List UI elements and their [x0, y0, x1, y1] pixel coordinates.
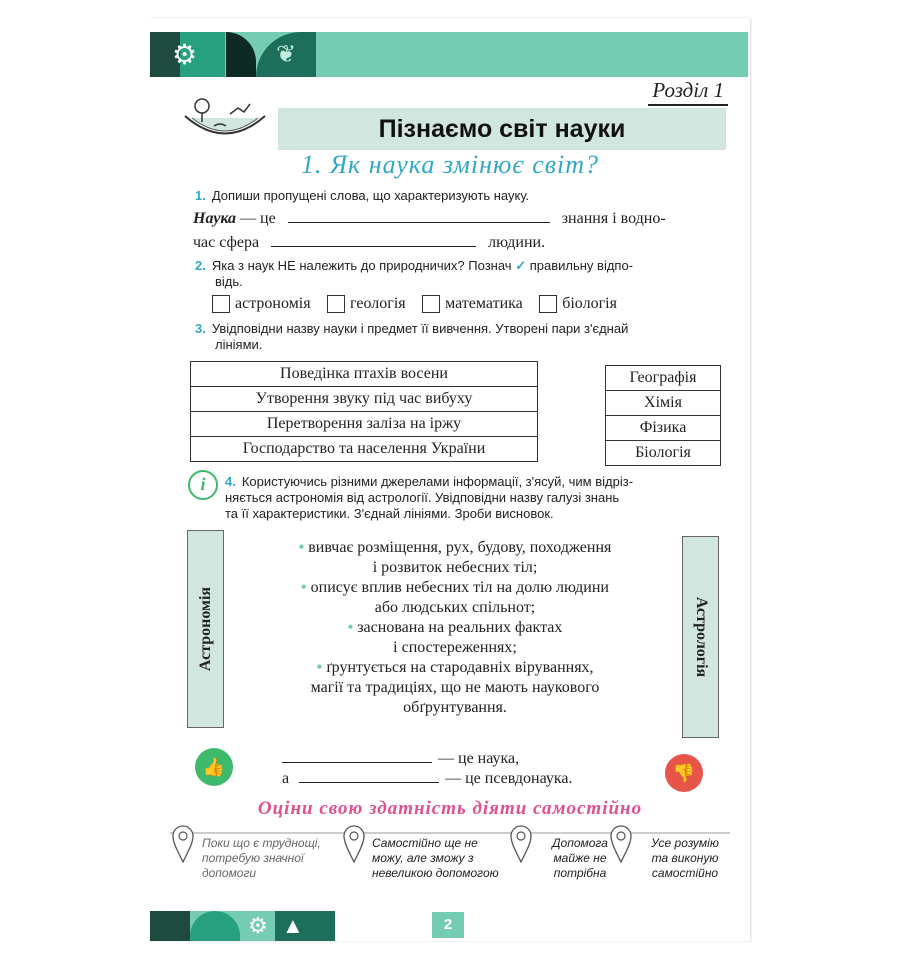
task4-instruction: 4. Користуючись різними джерелами інформації, з'ясуй, чим відріз- няється астрономія від астрології. Увідповідни назву галузі знань та її характеристики. З'єднай лініями. Зроби висновок.: [225, 474, 634, 521]
checkmark-icon: ✓: [515, 258, 527, 273]
workbook-page: [150, 18, 750, 941]
characteristic-item[interactable]: • описує вплив небесних тіл на долю людини або людських спільнот;: [301, 579, 609, 616]
option-geology: геологія: [327, 295, 406, 313]
science-item[interactable]: Хімія: [606, 391, 721, 416]
characteristic-item[interactable]: • ґрунтується на стародавніх віруваннях, магії та традиціях, що не мають наукового обґрунтування.: [310, 659, 600, 716]
section-label: Розділ 1: [648, 78, 728, 106]
thumbs-up-icon: 👍: [195, 748, 233, 786]
top-decorative-band: [150, 32, 748, 77]
task1-blank-1[interactable]: [288, 208, 550, 223]
astronomy-label: Астрономія: [196, 586, 214, 672]
assessment-level-3: Допомога майже не потрібна: [552, 836, 608, 880]
task2-instruction: 2. Яка з наук НЕ належить до природничих? Познач ✓ правильну відпо- відь.: [195, 258, 634, 289]
option-biology: біологія: [539, 295, 617, 313]
assessment-level-1: Поки що є труднощі, потребую значної допомоги: [202, 836, 321, 880]
checkbox-biology[interactable]: [539, 295, 557, 313]
science-item[interactable]: Фізика: [606, 416, 721, 441]
page-title: Пізнаємо світ науки: [378, 115, 626, 143]
task1-blank-2[interactable]: [271, 232, 476, 247]
subjects-table: [190, 361, 538, 462]
sciences-table: [605, 365, 721, 466]
info-icon: i: [188, 470, 218, 500]
location-pin-icon[interactable]: [510, 824, 532, 864]
astrology-label: Астрологія: [692, 596, 710, 678]
task3-instruction: 3. Увідповідни назву науки і предмет її вивчення. Утворені пари з'єднай лініями.: [195, 321, 629, 352]
science-item[interactable]: Біологія: [606, 441, 721, 466]
task1-line1: Наука — це знання і водно-: [193, 210, 666, 227]
location-pin-icon[interactable]: [610, 824, 632, 864]
gear-icon: ⚙: [172, 39, 198, 70]
location-pin-icon[interactable]: [343, 824, 365, 864]
option-mathematics: математика: [422, 295, 523, 313]
science-item[interactable]: Географія: [606, 366, 721, 391]
assessment-level-2: Самостійно ще не можу, але зможу з невеликою допомогою: [372, 836, 499, 880]
location-pin-icon[interactable]: [172, 824, 194, 864]
checkbox-astronomy[interactable]: [212, 295, 230, 313]
subject-item[interactable]: Поведінка птахів восени: [191, 362, 538, 387]
assessment-level-4: Усе розумію та виконую самостійно: [651, 836, 719, 880]
leaf-icon: ❦: [276, 41, 297, 68]
task1-word: Наука: [193, 210, 237, 227]
characteristic-item[interactable]: • вивчає розміщення, рух, будову, походження і розвиток небесних тіл;: [298, 539, 612, 576]
task2-options: [212, 295, 742, 313]
conclusion-line2: а — це псевдонаука.: [282, 770, 573, 787]
checkbox-geology[interactable]: [327, 295, 345, 313]
option-astronomy: астрономія: [212, 295, 311, 313]
astrology-label-box[interactable]: [682, 536, 719, 738]
characteristics-list: [235, 538, 675, 718]
conclusion-blank-1[interactable]: [282, 748, 432, 763]
conclusion-line1: — це наука,: [282, 748, 662, 768]
subject-item[interactable]: Перетворення заліза на іржу: [191, 412, 538, 437]
checkbox-mathematics[interactable]: [422, 295, 440, 313]
page-title-bar: [278, 108, 726, 150]
task1-instruction: 1. Допиши пропущені слова, що характеризують науку.: [195, 188, 530, 203]
subject-item[interactable]: Господарство та населення України: [191, 437, 538, 462]
characteristic-item[interactable]: • заснована на реальних фактах і спостереженнях;: [347, 619, 563, 656]
tree-icon: ▲: [282, 913, 304, 938]
nature-emblem-icon: [180, 86, 270, 146]
task1-line2: час сфера людини.: [193, 234, 546, 251]
subject-item[interactable]: Утворення звуку під час вибуху: [191, 387, 538, 412]
astronomy-label-box[interactable]: [187, 530, 224, 728]
gear-icon: ⚙: [248, 913, 268, 938]
lesson-title: 1. Як наука змінює світ?: [300, 150, 600, 179]
conclusion-blank-2[interactable]: [299, 768, 439, 783]
bottom-decorative-band: [150, 911, 335, 941]
self-assessment-title: Оціни свою здатність діяти самостійно: [257, 798, 643, 819]
thumbs-down-icon: 👎: [665, 754, 703, 792]
page-number: 2: [432, 912, 464, 938]
